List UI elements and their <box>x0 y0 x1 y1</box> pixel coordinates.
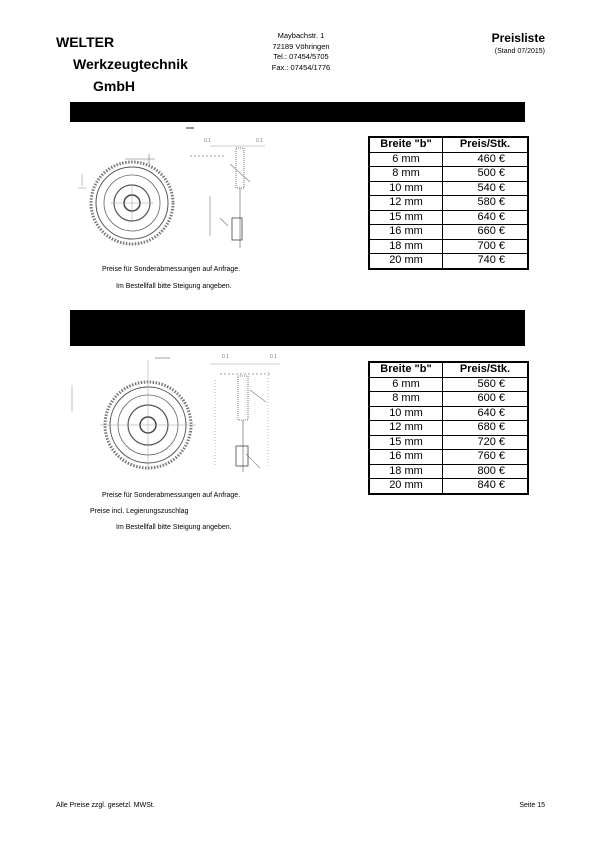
table-header-row <box>369 137 528 152</box>
company-line-2: Werkzeugtechnik <box>73 56 188 72</box>
width-cell: 6 mm <box>369 152 443 167</box>
price-cell: 460 € <box>443 152 529 167</box>
width-cell: 12 mm <box>369 421 443 436</box>
price-cell: 560 € <box>443 377 529 392</box>
price-list-date: (Stand 07/2015) <box>494 48 545 55</box>
column-header-width: Breite "b" <box>369 137 443 152</box>
address-tel: Tel.: 07454/5705 <box>273 52 329 61</box>
table-row <box>369 421 528 436</box>
price-cell: 700 € <box>443 239 529 254</box>
table-row <box>369 435 528 450</box>
svg-text:0.1: 0.1 <box>256 138 263 144</box>
section-2-title-bar <box>70 310 525 346</box>
price-cell: 720 € <box>443 435 529 450</box>
price-cell: 540 € <box>443 181 529 196</box>
table-row <box>369 392 528 407</box>
table-row <box>369 450 528 465</box>
section-1-title-bar <box>70 102 525 122</box>
section-2-note-1: Preise für Sonderabmessungen auf Anfrage. <box>102 492 241 499</box>
address-fax: Fax.: 07454/1776 <box>271 62 331 72</box>
price-cell: 680 € <box>443 421 529 436</box>
section-2-note-3: Im Bestellfall bitte Steigung angeben. <box>116 524 232 531</box>
width-cell: 6 mm <box>369 377 443 392</box>
column-header-price: Preis/Stk. <box>443 362 529 377</box>
price-cell: 740 € <box>443 254 529 269</box>
svg-text:0.1: 0.1 <box>270 354 277 360</box>
price-cell: 580 € <box>443 196 529 211</box>
price-list-title: Preisliste <box>491 31 545 45</box>
column-header-width: Breite "b" <box>369 362 443 377</box>
width-cell: 15 mm <box>369 210 443 225</box>
table-row <box>369 210 528 225</box>
table-row <box>369 377 528 392</box>
price-cell: 600 € <box>443 392 529 407</box>
price-cell: 640 € <box>443 210 529 225</box>
table-row <box>369 479 528 494</box>
width-cell: 20 mm <box>369 254 443 269</box>
width-cell: 8 mm <box>369 167 443 182</box>
table-row <box>369 181 528 196</box>
table-row <box>369 196 528 211</box>
table-row <box>369 464 528 479</box>
company-line-1: WELTER <box>56 34 115 50</box>
table-row <box>369 239 528 254</box>
saw-blade-drawing-1 <box>70 126 285 256</box>
saw-blade-drawing-2 <box>70 350 290 480</box>
price-cell: 800 € <box>443 464 529 479</box>
price-table-2 <box>368 361 529 495</box>
company-address <box>264 31 338 73</box>
table-row <box>369 225 528 240</box>
width-cell: 16 mm <box>369 450 443 465</box>
address-street: Maybachstr. 1 <box>277 31 325 40</box>
price-cell: 640 € <box>443 406 529 421</box>
width-cell: 10 mm <box>369 406 443 421</box>
table-row <box>369 406 528 421</box>
width-cell: 20 mm <box>369 479 443 494</box>
width-cell: 10 mm <box>369 181 443 196</box>
width-cell: 15 mm <box>369 435 443 450</box>
width-cell: 18 mm <box>369 464 443 479</box>
svg-text:0.1: 0.1 <box>222 354 229 360</box>
price-table-1 <box>368 136 529 270</box>
width-cell: 18 mm <box>369 239 443 254</box>
price-cell: 660 € <box>443 225 529 240</box>
width-cell: 12 mm <box>369 196 443 211</box>
company-name <box>56 31 188 97</box>
price-cell: 760 € <box>443 450 529 465</box>
width-cell: 16 mm <box>369 225 443 240</box>
section-2-note-2: Preise incl. Legierungszuschlag <box>90 508 189 515</box>
price-cell: 500 € <box>443 167 529 182</box>
company-line-3: GmbH <box>93 78 135 94</box>
price-cell: 840 € <box>443 479 529 494</box>
width-cell: 8 mm <box>369 392 443 407</box>
table-row <box>369 167 528 182</box>
page-number: Seite 15 <box>519 802 545 809</box>
address-city: 72189 Vöhringen <box>272 41 330 51</box>
table-header-row <box>369 362 528 377</box>
price-list-header <box>492 31 545 55</box>
column-header-price: Preis/Stk. <box>443 137 529 152</box>
table-row <box>369 152 528 167</box>
section-1-note-1: Preise für Sonderabmessungen auf Anfrage. <box>102 266 241 273</box>
footer-vat-note: Alle Preise zzgl. gesetzl. MWSt. <box>56 802 155 809</box>
section-1-note-2: Im Bestellfall bitte Steigung angeben. <box>116 283 232 290</box>
table-row <box>369 254 528 269</box>
svg-text:0.1: 0.1 <box>204 138 211 144</box>
